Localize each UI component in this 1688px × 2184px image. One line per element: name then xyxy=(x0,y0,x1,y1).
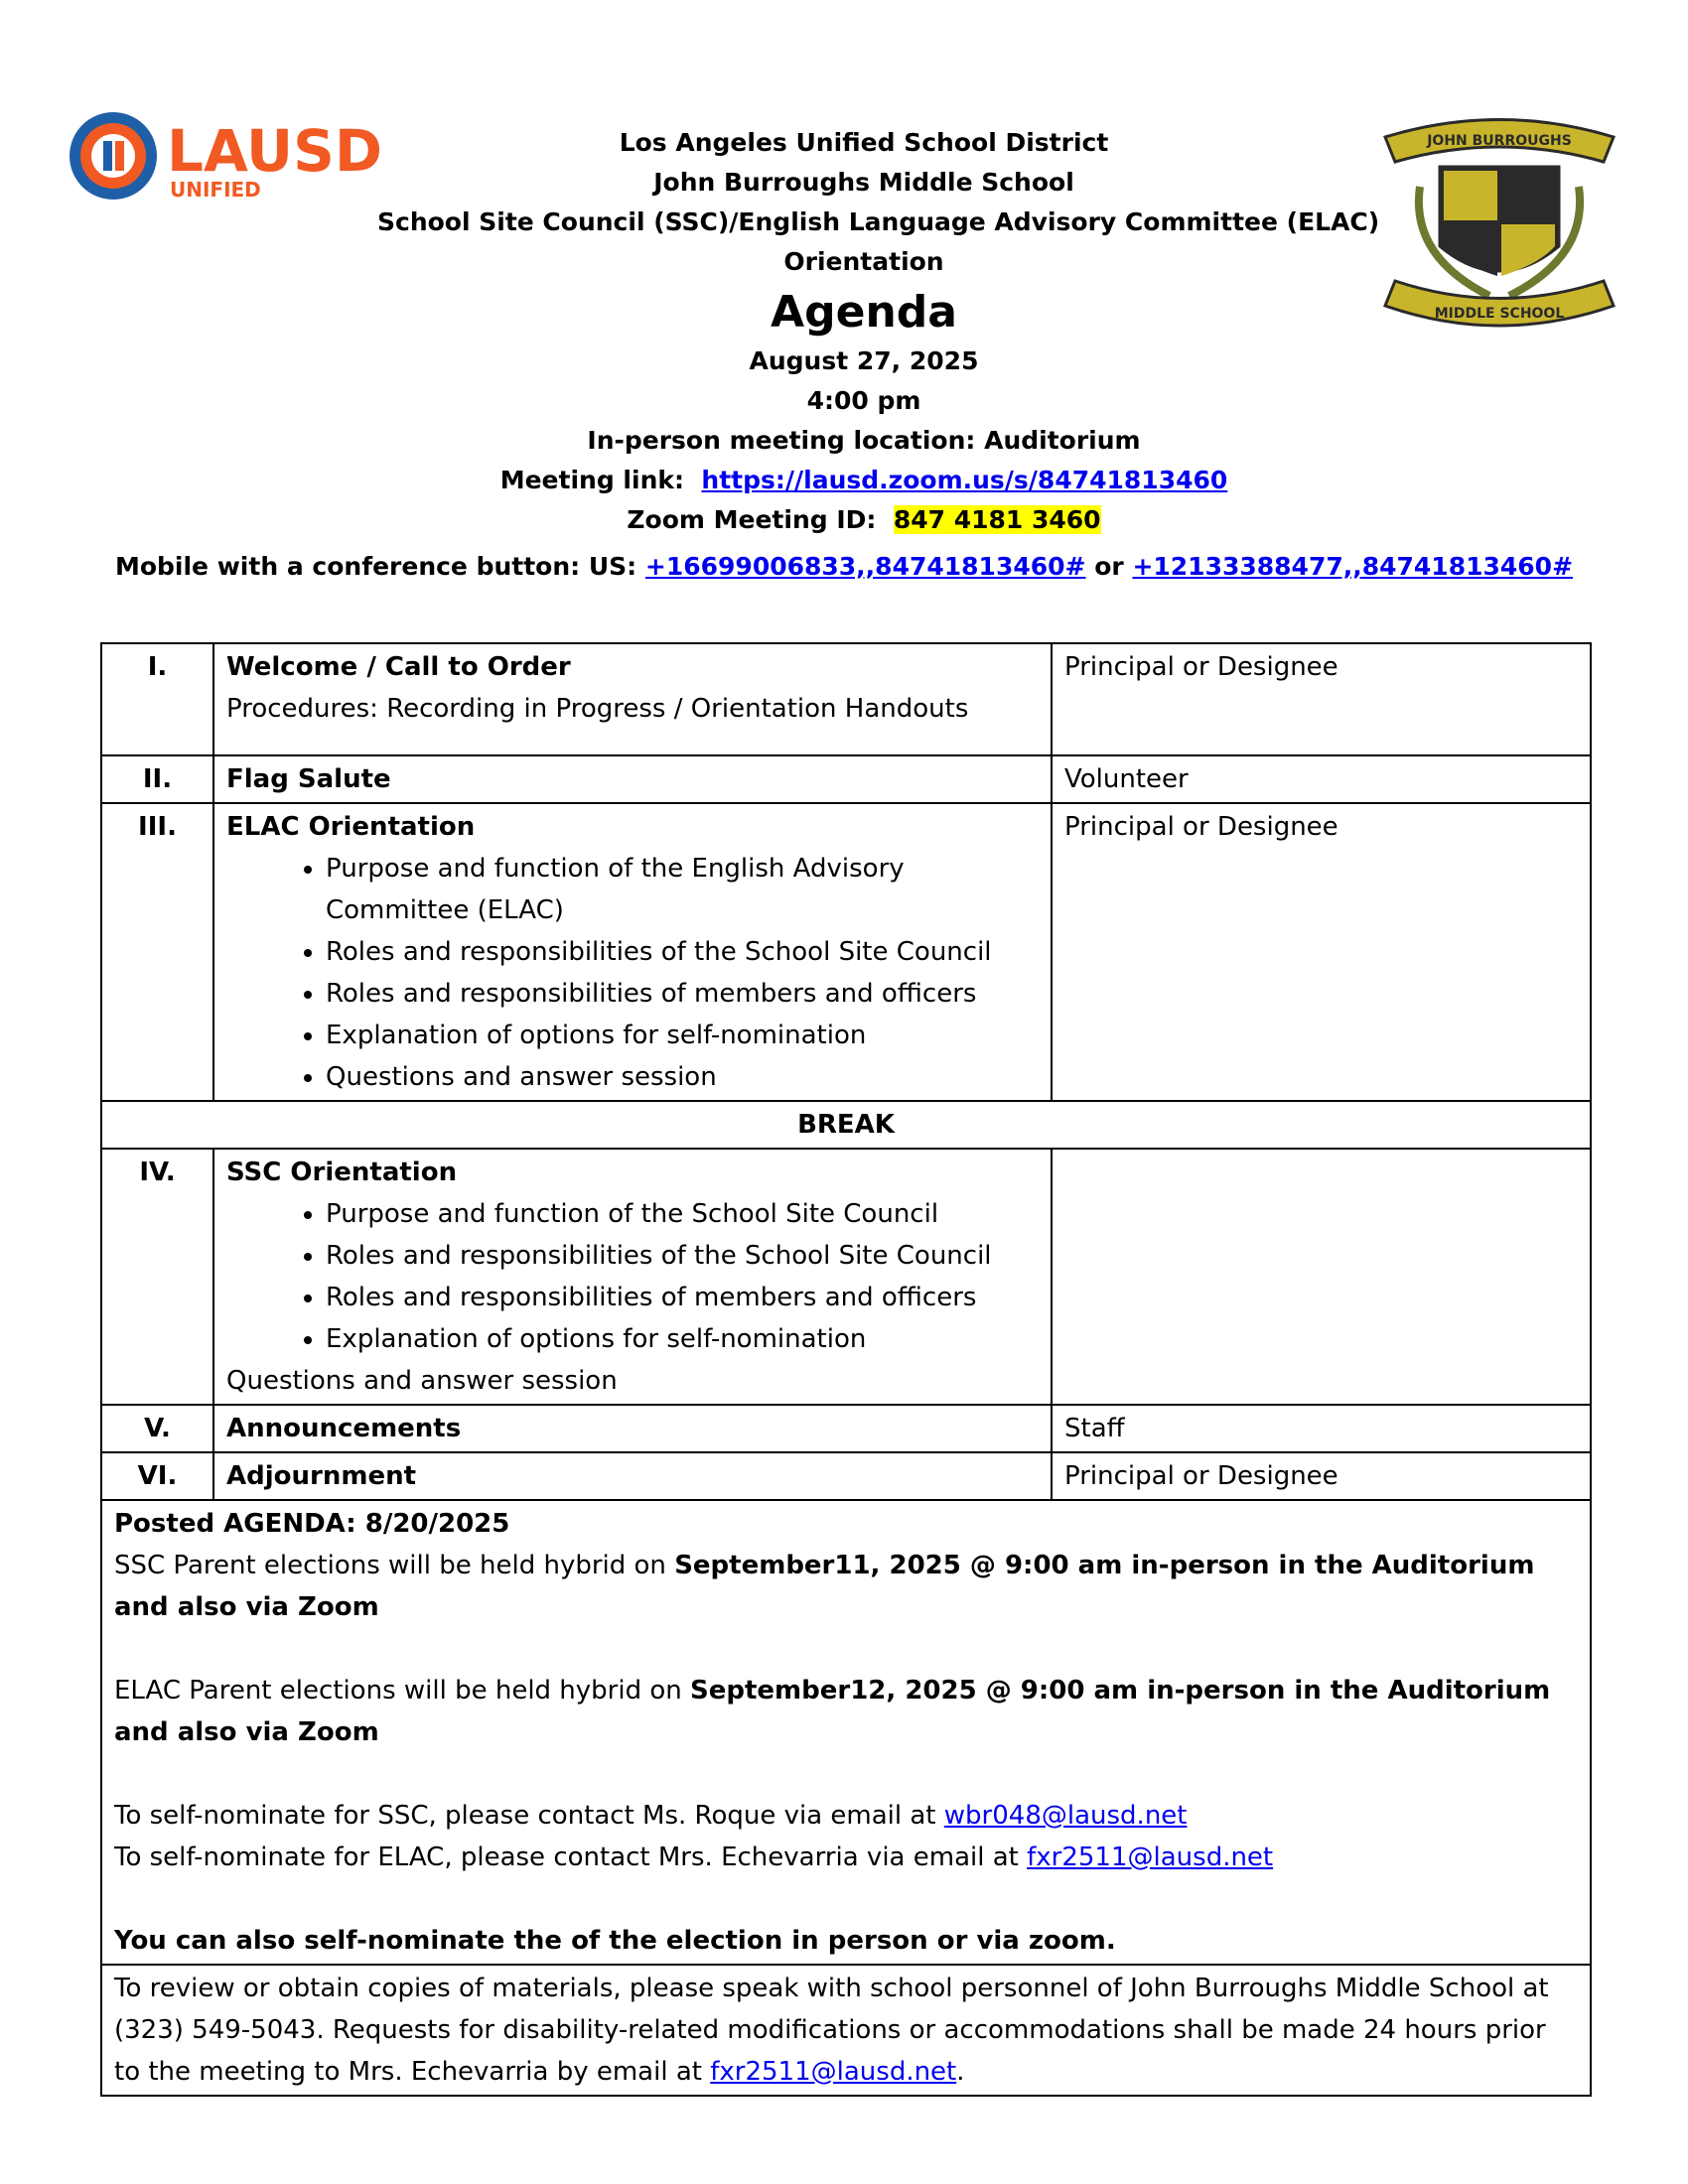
ssc-election-text: SSC Parent elections will be held hybrid on xyxy=(114,1551,675,1580)
posted-date: Posted AGENDA: 8/20/2025 xyxy=(114,1509,510,1539)
footer-email-link[interactable]: fxr2511@lausd.net xyxy=(710,2057,957,2087)
item-number: I. xyxy=(101,643,213,755)
list-item: • Purpose and function of the School Site Council xyxy=(326,1193,1039,1235)
agenda-row xyxy=(101,1452,1591,1500)
elac-email-link[interactable]: fxr2511@lausd.net xyxy=(1027,1843,1274,1872)
mobile-label: Mobile with a conference button: US: xyxy=(114,552,637,581)
item-content xyxy=(213,803,1052,1101)
district-name: Los Angeles Unified School District xyxy=(619,128,1109,157)
mobile-dial-line xyxy=(0,547,1688,587)
item-title: SSC Orientation xyxy=(226,1158,458,1187)
elac-contact xyxy=(114,1837,1578,1878)
ssc-contact xyxy=(114,1795,1578,1837)
ssc-election-date: September11, 2025 @ 9:00 am in-person in the Auditorium and also via Zoom xyxy=(114,1551,1535,1622)
item-presenter: Principal or Designee xyxy=(1052,643,1591,755)
list-item: • Questions and answer session xyxy=(326,1056,1039,1098)
school-name: John Burroughs Middle School xyxy=(653,168,1074,197)
item-content xyxy=(213,643,1052,755)
meeting-subtitle: Orientation xyxy=(783,247,944,276)
agenda-row xyxy=(101,803,1591,1101)
item-content xyxy=(213,1149,1052,1405)
elac-election-date: September12, 2025 @ 9:00 am in-person in the Auditorium and also via Zoom xyxy=(114,1676,1551,1747)
meeting-location: In-person meeting location: Auditorium xyxy=(587,426,1141,455)
crest-bottom-text: MIDDLE SCHOOL xyxy=(1434,306,1565,322)
item-title: ELAC Orientation xyxy=(226,812,476,842)
committee-name: School Site Council (SSC)/English Language Advisory Committee (ELAC) xyxy=(377,207,1380,236)
item-title: Announcements xyxy=(213,1405,1052,1452)
elac-election-text: ELAC Parent elections will be held hybrid on xyxy=(114,1676,691,1706)
item-presenter xyxy=(1052,1149,1591,1405)
item-title: Welcome / Call to Order xyxy=(226,652,571,682)
item-title: Flag Salute xyxy=(213,755,1052,803)
lausd-logo-subtext: UNIFIED xyxy=(170,178,261,201)
item-number: IV. xyxy=(101,1149,213,1405)
item-number: III. xyxy=(101,803,213,1101)
list-item: • Explanation of options for self-nomination xyxy=(326,1318,1039,1360)
footer-row xyxy=(101,1965,1591,2096)
item-title: Adjournment xyxy=(213,1452,1052,1500)
school-crest-logo xyxy=(1380,107,1618,349)
zoom-id-line xyxy=(377,500,1350,540)
list-item: • Roles and responsibilities of the School Site Council xyxy=(326,931,1039,973)
ssc-contact-text: To self-nominate for SSC, please contact Ms. Roque via email at xyxy=(114,1801,944,1831)
mobile-or: or xyxy=(1094,552,1124,581)
agenda-table xyxy=(100,642,1592,2097)
item-presenter: Staff xyxy=(1052,1405,1591,1452)
notes-cell xyxy=(101,1500,1591,1965)
crest-top-text: JOHN BURROUGHS xyxy=(1427,133,1572,149)
break-row xyxy=(101,1101,1591,1149)
meeting-link-label: Meeting link: xyxy=(499,466,684,494)
elac-election-note xyxy=(114,1670,1578,1753)
meeting-time: 4:00 pm xyxy=(806,386,921,415)
list-item: • Roles and responsibilities of the School Site Council xyxy=(326,1235,1039,1277)
zoom-id: 847 4181 3460 xyxy=(893,505,1101,534)
item-presenter: Principal or Designee xyxy=(1052,803,1591,1101)
item-list xyxy=(226,1193,1039,1360)
footer-end: . xyxy=(956,2057,965,2087)
meeting-date: August 27, 2025 xyxy=(749,346,979,375)
notes-row xyxy=(101,1500,1591,1965)
list-item: • Roles and responsibilities of members and officers xyxy=(326,1277,1039,1318)
agenda-row xyxy=(101,643,1591,755)
ssc-election-note xyxy=(114,1545,1578,1628)
self-nominate-note: You can also self-nominate the of the election in person or via zoom. xyxy=(114,1926,1116,1956)
item-number: II. xyxy=(101,755,213,803)
mobile-dial-link-2[interactable]: +12133388477,,84741813460# xyxy=(1132,552,1574,581)
item-after: Questions and answer session xyxy=(226,1366,618,1396)
agenda-row xyxy=(101,1149,1591,1405)
list-item: • Roles and responsibilities of members and officers xyxy=(326,973,1039,1015)
lausd-logo-text: LAUSD xyxy=(167,117,383,185)
item-presenter: Principal or Designee xyxy=(1052,1452,1591,1500)
meeting-link[interactable]: https://lausd.zoom.us/s/84741813460 xyxy=(701,466,1228,494)
mobile-dial-link-1[interactable]: +16699006833,,84741813460# xyxy=(644,552,1086,581)
page-title: Agenda xyxy=(771,287,957,338)
item-number: V. xyxy=(101,1405,213,1452)
agenda-row xyxy=(101,1405,1591,1452)
item-detail: Procedures: Recording in Progress / Orientation Handouts xyxy=(226,694,969,724)
item-presenter: Volunteer xyxy=(1052,755,1591,803)
elac-contact-text: To self-nominate for ELAC, please contact Mrs. Echevarria via email at xyxy=(114,1843,1028,1872)
item-list xyxy=(226,848,1039,1098)
footer-text: To review or obtain copies of materials, please speak with school personnel of John Burroughs Middle School at (323) 549-5043. Requests for disability-related modifications or accommodations shall be made 24 hours prior to the meeting to Mrs. Echevarria by email at xyxy=(114,1974,1549,2087)
zoom-id-label: Zoom Meeting ID: xyxy=(627,505,877,534)
agenda-header xyxy=(377,123,1380,540)
agenda-row xyxy=(101,755,1591,803)
lausd-logo xyxy=(68,111,410,201)
footer-cell xyxy=(101,1965,1591,2096)
list-item: • Explanation of options for self-nomination xyxy=(326,1015,1039,1056)
list-item: • Purpose and function of the English Advisory Committee (ELAC) xyxy=(326,848,1039,931)
ssc-email-link[interactable]: wbr048@lausd.net xyxy=(943,1801,1188,1831)
item-number: VI. xyxy=(101,1452,213,1500)
meeting-link-line xyxy=(377,461,1350,500)
break-label: BREAK xyxy=(101,1101,1591,1149)
